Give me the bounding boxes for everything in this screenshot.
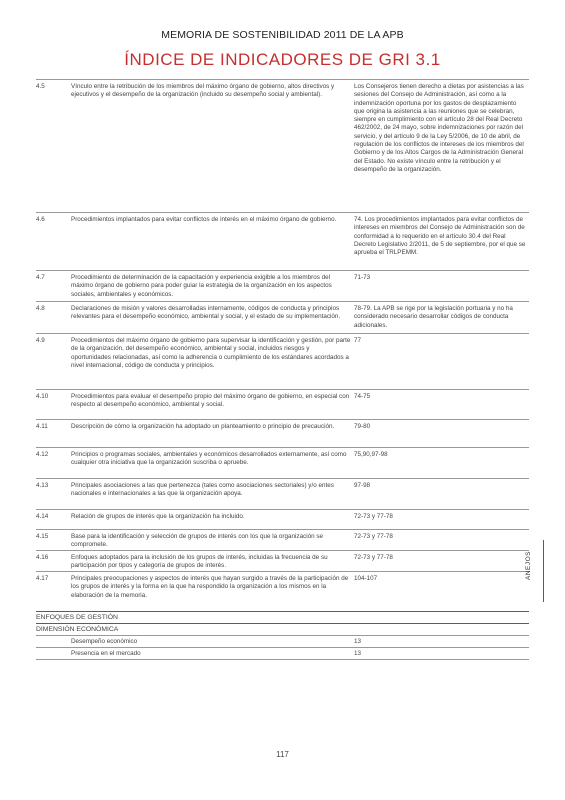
- indicator-value: 78-79. La APB se rige por la legislación portuaria y no ha considerado necesario desarrollar códigos de conducta adicionales.: [354, 305, 513, 329]
- section-side-tab: [525, 540, 544, 602]
- indicator-id: 4.7: [36, 274, 45, 281]
- table-row: [36, 550, 529, 571]
- indicator-value: 71-73: [354, 274, 371, 281]
- table-row: [36, 333, 529, 389]
- aspect-description: Desempeño económico: [71, 638, 138, 645]
- indicator-id: 4.8: [36, 305, 45, 312]
- indicator-description: Principales asociaciones a las que pertenezca (tales como asociaciones sectoriales) y/o entes nacionales e internacionales a las que la organización apoya.: [71, 482, 334, 498]
- aspect-value: 13: [354, 650, 362, 657]
- indicator-id: 4.10: [36, 393, 49, 400]
- indicator-description: Descripción de cómo la organización ha adoptado un planteamiento o principio de precaución.: [71, 423, 335, 430]
- table-row: [36, 212, 529, 270]
- table-row: [36, 419, 529, 447]
- indicator-value: 77: [354, 337, 362, 344]
- indicator-value: 74. Los procedimientos implantados para evitar conflictos de intereses en miembros del Consejo de Administración son de conformidad a lo requerido en el artículo 30.4 del Real Decreto Legislativo 2/2011, de 5 de septiembre, por el que se aprueba el TRLPEMM.: [354, 216, 526, 257]
- indicator-value: 74-75: [354, 393, 371, 400]
- page-number: 117: [276, 750, 289, 759]
- table-row: [36, 647, 529, 659]
- gri-index-table: [36, 79, 529, 660]
- section-dimension-economica: DIMENSIÓN ECONÓMICA: [36, 623, 529, 635]
- aspect-value: 13: [354, 638, 362, 645]
- page-title: ÍNDICE DE INDICADORES DE GRI 3.1: [124, 50, 441, 69]
- indicator-description: Procedimientos implantados para evitar conflictos de interés en el máximo órgano de gobierno.: [71, 216, 337, 223]
- table-row: [36, 301, 529, 333]
- table-row: [36, 79, 529, 212]
- indicator-description: Procedimientos del máximo órgano de gobierno para supervisar la identificación y gestión, por parte de la organización, del desempeño económico, ambiental y social, incluidos riesgos y oportunidades relacionadas, así como la adherencia o cumplimiento de los estándares acordados a nivel internacional, código de conducta y principios.: [71, 337, 351, 369]
- aspect-description: Presencia en el mercado: [71, 650, 141, 657]
- indicator-value: 72-73 y 77-78: [354, 513, 393, 520]
- table-row: [36, 571, 529, 611]
- table-bottom-rule: [36, 659, 529, 660]
- section-enfoques-de-gestion: ENFOQUES DE GESTIÓN: [36, 611, 529, 623]
- indicator-value: 72-73 y 77-78: [354, 533, 393, 540]
- indicator-description: Vínculo entre la retribución de los miembros del máximo órgano de gobierno, altos directivos y ejecutivos y el desempeño de la organización (incluido su desempeño social y ambiental).: [71, 83, 335, 99]
- indicator-description: Principales preocupaciones y aspectos de interés que hayan surgido a través de la participación de los grupos de interés y la forma en la que ha respondido la organización a los mismos en la elaboración de la memoria.: [71, 575, 349, 599]
- side-tab-label: ANEJOS: [525, 550, 533, 581]
- table-row: [36, 529, 529, 550]
- indicator-id: 4.14: [36, 513, 49, 520]
- indicator-value: 72-73 y 77-78: [354, 554, 393, 561]
- indicator-id: 4.16: [36, 554, 49, 561]
- document-header-title: MEMORIA DE SOSTENIBILIDAD 2011 DE LA APB: [161, 29, 404, 41]
- indicator-description: Procedimientos para evaluar el desempeño propio del máximo órgano de gobierno, en especial con respecto al desempeño económico, ambiental y social.: [71, 393, 350, 409]
- table-row: [36, 509, 529, 529]
- indicator-description: Relación de grupos de interés que la organización ha incluido.: [71, 513, 245, 520]
- table-row: [36, 447, 529, 478]
- indicator-id: 4.12: [36, 451, 49, 458]
- indicator-value: 75,90,97-98: [354, 451, 388, 458]
- indicator-value: 97-98: [354, 482, 371, 489]
- indicator-description: Principios o programas sociales, ambientales y económicos desarrollados externamente, así como cualquier otra iniciativa que la organización suscriba o apruebe.: [71, 451, 347, 467]
- indicator-description: Enfoques adoptados para la inclusión de los grupos de interés, incluidas la frecuencia de su participación por tipos y categoría de grupos de interés.: [71, 554, 328, 570]
- indicator-id: 4.15: [36, 533, 49, 540]
- indicator-value: Los Consejeros tienen derecho a dietas por asistencias a las sesiones del Consejo de Administración, así como a la indemnización oportuna por los gastos de desplazamiento que origina la asistencia a las reuniones que se celebran, siempre en cumplimiento con el artículo 28 del Real Decreto 462/2002, de 24 mayo, sobre indemnizaciones por razón del servicio, y del artículo 9 de la Ley 5/2006, de 10 de abril, de regulación de los conflictos de intereses de los miembros del Gobierno y de los Altos Cargos de la Administración General del Estado. No existe vínculo entre la retribución y el desempeño de la organización.: [354, 83, 524, 173]
- indicator-value: 79-80: [354, 423, 371, 430]
- indicator-id: 4.6: [36, 216, 45, 223]
- indicator-id: 4.13: [36, 482, 49, 489]
- table-row: [36, 270, 529, 301]
- indicator-description: Base para la identificación y selección de grupos de interés con los que la organización se compromete.: [71, 533, 324, 549]
- table-row: [36, 389, 529, 419]
- indicator-description: Declaraciones de misión y valores desarrolladas internamente, códigos de conducta y principios relevantes para el desempeño económico, ambiental y social, y el estado de su implementación.: [71, 305, 341, 321]
- indicator-description: Procedimiento de determinación de la capacitación y experiencia exigible a los miembros del máximo órgano de gobierno para poder guiar la estrategia de la organización en los aspectos sociales, ambientales y económicos.: [71, 274, 332, 298]
- indicator-value: 104-107: [354, 575, 378, 582]
- table-row: [36, 478, 529, 509]
- indicator-id: 4.9: [36, 337, 45, 344]
- indicator-id: 4.17: [36, 575, 49, 582]
- table-row: [36, 635, 529, 647]
- indicator-id: 4.5: [36, 83, 45, 90]
- indicator-id: 4.11: [36, 423, 48, 430]
